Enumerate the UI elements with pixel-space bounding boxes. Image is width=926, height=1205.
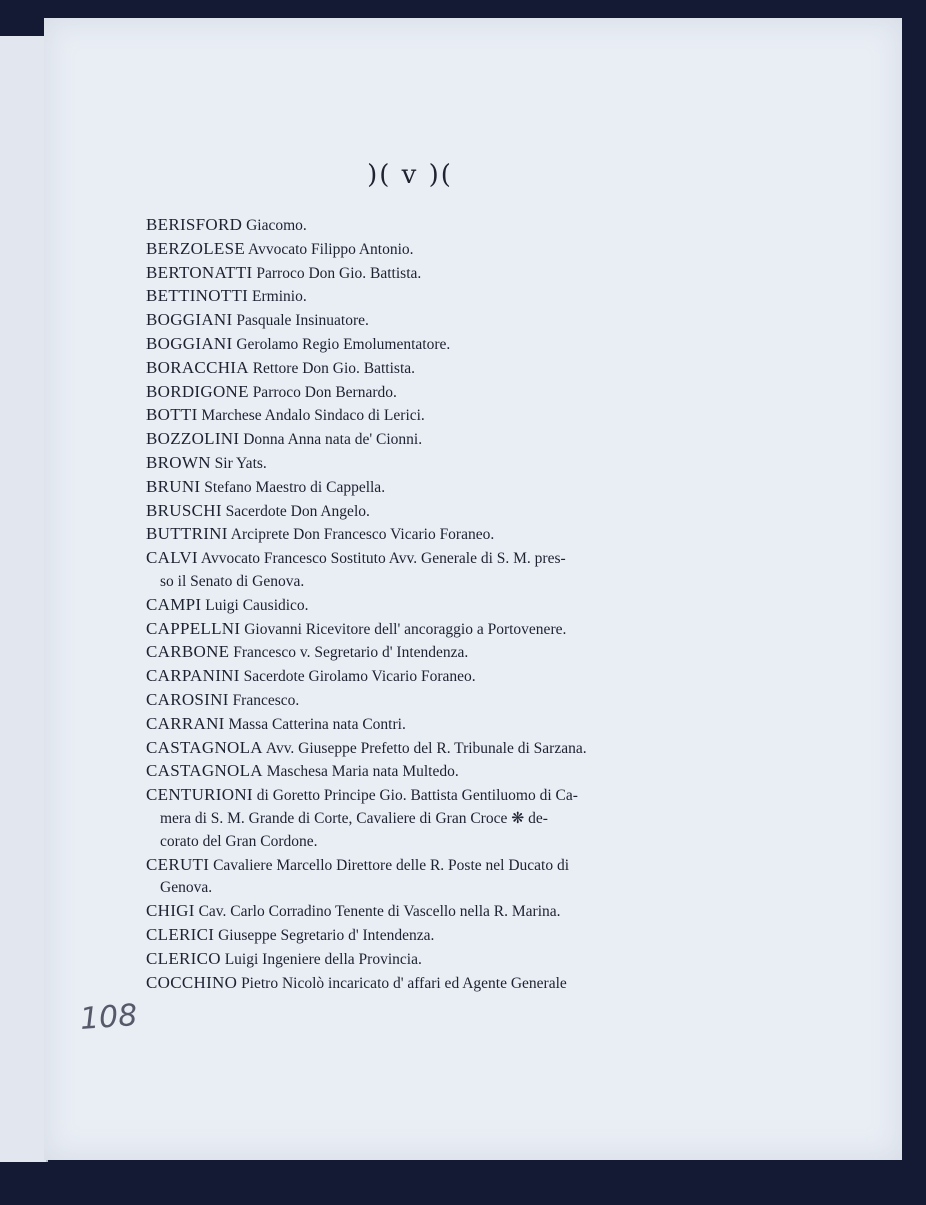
entry-description: Francesco.	[228, 691, 300, 709]
entry-description: Marchese Andalo Sindaco di Lerici.	[197, 407, 425, 425]
entry-surname: BERTONATTI	[146, 262, 253, 282]
entry-description: Pietro Nicolò incaricato d' affari ed Agente Generale	[237, 974, 567, 992]
entry-surname: CASTAGNOLA	[146, 737, 263, 757]
entry-description: Luigi Causidico.	[201, 596, 309, 614]
entry-surname: CARPANINI	[146, 666, 240, 686]
entry-surname: CERUTI	[146, 854, 210, 874]
entry-continuation: corato del Gran Cordone.	[160, 832, 318, 850]
page-header: )( v )(	[367, 160, 453, 190]
pencil-annotation: 108	[78, 998, 139, 1037]
facing-page-edge	[0, 36, 48, 1162]
entry-surname: CALVI	[146, 548, 198, 568]
entry-continuation: mera di S. M. Grande di Corte, Cavaliere di Gran Croce ❋ de-	[160, 809, 548, 827]
entry-description: Giovanni Ricevitore dell' ancoraggio a Portovenere.	[240, 620, 567, 638]
list-item	[146, 924, 706, 948]
entry-continuation: Genova.	[160, 879, 213, 897]
entry-description: Sacerdote Girolamo Vicario Foraneo.	[239, 668, 476, 686]
entry-description: Maschesa Maria nata Multedo.	[262, 763, 459, 781]
entry-description: Parroco Don Bernardo.	[248, 383, 397, 401]
entry-description: Sir Yats.	[210, 454, 267, 472]
entry-description: Giacomo.	[242, 217, 307, 234]
list-item	[146, 641, 706, 665]
entry-description: Francesco v. Segretario d' Intendenza.	[229, 644, 469, 662]
list-item	[146, 618, 706, 642]
entry-surname: CLERICI	[146, 924, 215, 944]
list-item	[146, 262, 706, 286]
list-item	[146, 404, 706, 428]
list-item	[146, 784, 706, 853]
list-item	[146, 309, 706, 333]
entry-description: Rettore Don Gio. Battista.	[248, 359, 415, 377]
entry-surname: BOGGIANI	[146, 333, 233, 353]
entry-description: Cavaliere Marcello Direttore delle R. Poste nel Ducato di	[209, 856, 570, 874]
entry-description: Parroco Don Gio. Battista.	[252, 264, 422, 282]
entry-description: Cav. Carlo Corradino Tenente di Vascello nella R. Marina.	[194, 903, 561, 921]
entry-surname: BRUNI	[146, 476, 201, 496]
entry-description: Pasquale Insinuatore.	[232, 312, 369, 330]
list-item	[146, 333, 706, 357]
entry-description: Avv. Giuseppe Prefetto del R. Tribunale di Sarzana.	[262, 739, 587, 757]
entry-description: Avvocato Filippo Antonio.	[245, 240, 414, 258]
list-item	[146, 523, 706, 547]
entry-description: Massa Catterina nata Contri.	[224, 715, 406, 733]
subscriber-list	[146, 214, 706, 995]
entry-surname: BRUSCHI	[146, 500, 222, 520]
list-item	[146, 760, 706, 784]
list-item	[146, 428, 706, 452]
entry-description: Luigi Ingeniere della Provincia.	[220, 950, 422, 968]
entry-surname: COCCHINO	[146, 972, 238, 992]
entry-description: di Goretto Principe Gio. Battista Gentiluomo di Ca-	[252, 787, 578, 805]
entry-surname: CARRANI	[146, 713, 225, 733]
list-item	[146, 689, 706, 713]
entry-surname: CLERICO	[146, 948, 221, 968]
entry-description: Avvocato Francesco Sostituto Avv. Generale di S. M. pres-	[197, 550, 566, 568]
entry-description: Stefano Maestro di Cappella.	[200, 478, 386, 496]
list-item	[146, 214, 706, 238]
entry-description: Arciprete Don Francesco Vicario Foraneo.	[227, 526, 495, 544]
list-item	[146, 854, 706, 901]
list-item	[146, 381, 706, 405]
entry-surname: BUTTRINI	[146, 524, 228, 544]
list-item	[146, 500, 706, 524]
entry-surname: CARBONE	[146, 642, 230, 662]
list-item	[146, 476, 706, 500]
entry-surname: CENTURIONI	[146, 785, 253, 805]
list-item	[146, 594, 706, 618]
list-item	[146, 900, 706, 924]
entry-surname: BOGGIANI	[146, 310, 233, 330]
entry-continuation: so il Senato di Genova.	[160, 572, 305, 590]
entry-description: Erminio.	[248, 288, 307, 306]
list-item	[146, 737, 706, 761]
entry-surname: BROWN	[146, 452, 211, 472]
entry-surname: CHIGI	[146, 901, 195, 921]
entry-surname: CAMPI	[146, 594, 202, 614]
entry-surname: BOTTI	[146, 405, 198, 425]
list-item	[146, 452, 706, 476]
entry-surname: CASTAGNOLA	[146, 761, 263, 781]
entry-surname: BOZZOLINI	[146, 429, 240, 449]
entry-surname: BERISFORD	[146, 215, 243, 234]
entry-description: Sacerdote Don Angelo.	[221, 502, 370, 520]
list-item	[146, 713, 706, 737]
list-item	[146, 972, 706, 996]
entry-description: Gerolamo Regio Emolumentatore.	[232, 335, 451, 353]
entry-surname: BORDIGONE	[146, 381, 249, 401]
list-item	[146, 547, 706, 594]
entry-surname: CAROSINI	[146, 689, 229, 709]
list-item	[146, 948, 706, 972]
entry-description: Giuseppe Segretario d' Intendenza.	[214, 926, 435, 944]
list-item	[146, 285, 706, 309]
entry-surname: BERZOLESE	[146, 238, 246, 258]
list-item	[146, 665, 706, 689]
list-item	[146, 238, 706, 262]
entry-surname: BETTINOTTI	[146, 286, 249, 306]
list-item	[146, 357, 706, 381]
entry-surname: BORACCHIA	[146, 357, 249, 377]
entry-surname: CAPPELLNI	[146, 618, 241, 638]
entry-description: Donna Anna nata de' Cionni.	[239, 431, 423, 449]
